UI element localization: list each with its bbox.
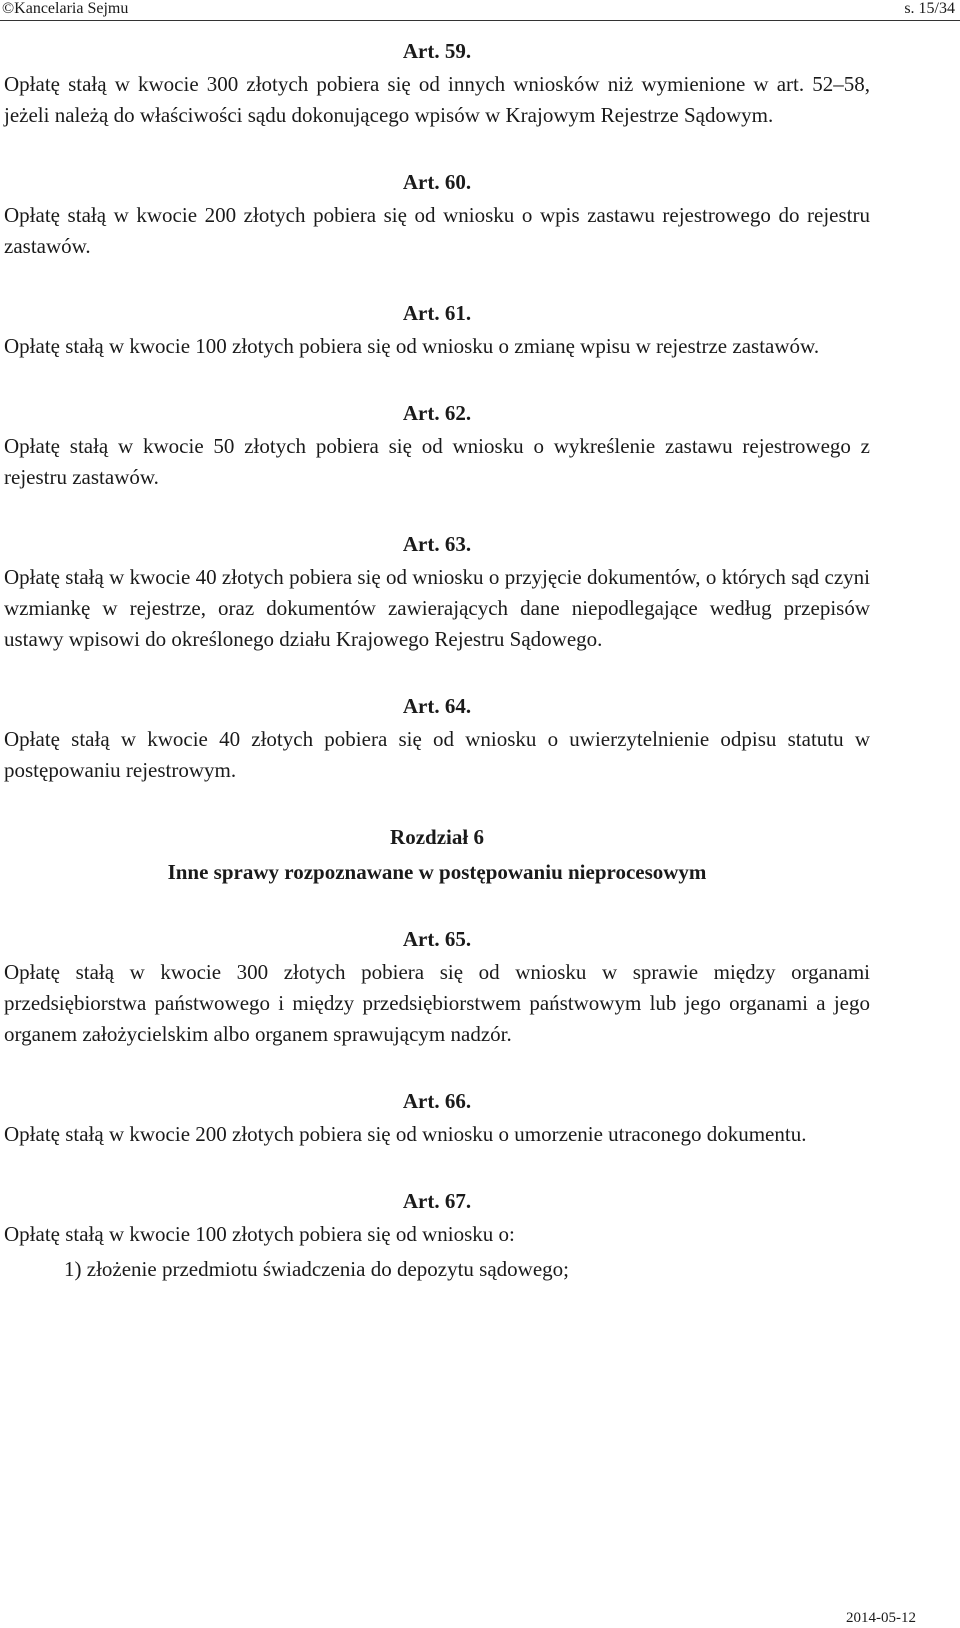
article-text: Opłatę stałą w kwocie 100 złotych pobiera się od wniosku o zmianę wpisu w rejestrze zastawów. (4, 334, 820, 358)
article-title: Art. 64. (402, 694, 472, 718)
article-title: Art. 67. (402, 1189, 472, 1213)
article-text: Opłatę stałą w kwocie 200 złotych pobiera się od wniosku o umorzenie utraconego dokumentu. (4, 1122, 807, 1146)
header-divider (0, 20, 960, 21)
article-text: Opłatę stałą w kwocie 50 złotych pobiera się od wniosku o wykreślenie zastawu rejestrowego z rejestru zastawów. (4, 434, 870, 489)
article-66 (4, 1086, 870, 1150)
chapter-number: Rozdział 6 (390, 825, 484, 849)
chapter-title: Inne sprawy rozpoznawane w postępowaniu nieprocesowym (167, 860, 707, 884)
article-title: Art. 65. (402, 927, 472, 951)
chapter-heading (4, 822, 870, 888)
article-title: Art. 60. (402, 170, 472, 194)
article-63 (4, 529, 870, 655)
article-text: Opłatę stałą w kwocie 200 złotych pobiera się od wniosku o wpis zastawu rejestrowego do rejestru zastawów. (4, 203, 870, 258)
article-text: Opłatę stałą w kwocie 40 złotych pobiera się od wniosku o przyjęcie dokumentów, o których sąd czyni wzmiankę w rejestrze, oraz dokumentów zawierających dane niepodlegające według przepisów ustawy wpisowi do określonego działu Krajowego Rejestru Sądowego. (4, 565, 870, 651)
page-header (0, 0, 960, 22)
article-text: Opłatę stałą w kwocie 100 złotych pobiera się od wniosku o: (4, 1222, 515, 1246)
article-text: Opłatę stałą w kwocie 300 złotych pobiera się od wniosku w sprawie między organami przedsiębiorstwa państwowego i między przedsiębiorstwem państwowym lub jego organami a jego organem założycielskim albo organem sprawującym nadzór. (4, 960, 870, 1046)
article-title: Art. 61. (402, 301, 472, 325)
article-title: Art. 62. (402, 401, 472, 425)
article-64 (4, 691, 870, 786)
article-65 (4, 924, 870, 1050)
article-title: Art. 66. (402, 1089, 472, 1113)
article-67 (4, 1186, 870, 1285)
page-number: s. 15/34 (904, 0, 955, 17)
copyright-label: ©Kancelaria Sejmu (2, 0, 129, 17)
article-title: Art. 59. (402, 39, 472, 63)
document-body (4, 36, 870, 1321)
article-60 (4, 167, 870, 262)
article-62 (4, 398, 870, 493)
article-text: Opłatę stałą w kwocie 300 złotych pobiera się od innych wniosków niż wymienione w art. 52–58, jeżeli należą do właściwości sądu dokonującego wpisów w Krajowym Rejestrze Sądowym. (4, 72, 870, 127)
footer-date: 2014-05-12 (846, 1610, 916, 1626)
article-59 (4, 36, 870, 131)
article-title: Art. 63. (402, 532, 472, 556)
article-text: Opłatę stałą w kwocie 40 złotych pobiera się od wniosku o uwierzytelnienie odpisu statutu w postępowaniu rejestrowym. (4, 727, 870, 782)
article-61 (4, 298, 870, 362)
list-item: 1) złożenie przedmiotu świadczenia do depozytu sądowego; (64, 1257, 569, 1281)
